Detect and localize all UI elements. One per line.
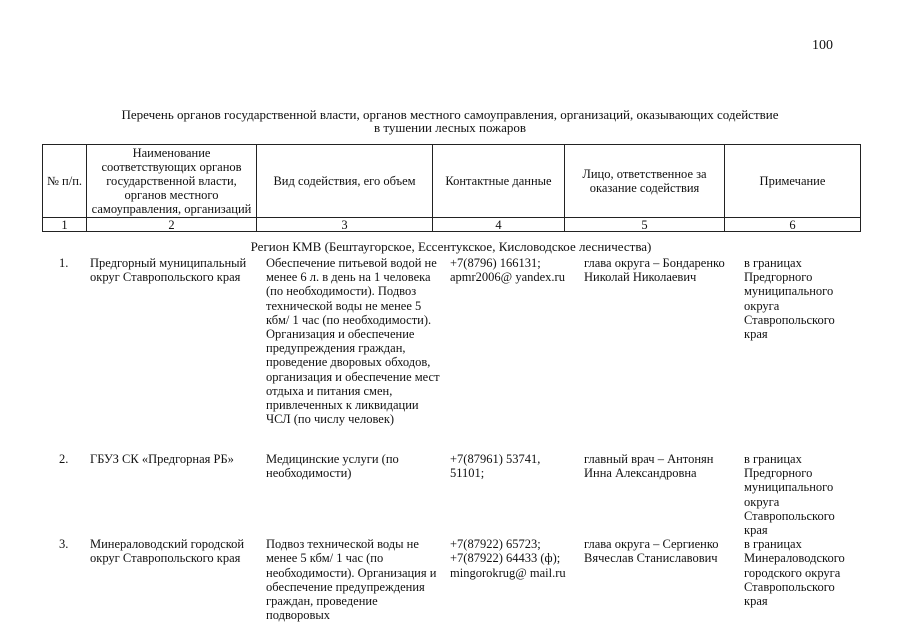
column-numbers-row	[43, 218, 861, 232]
header-responsible-person: Лицо, ответственное за оказание содействия	[565, 145, 725, 218]
note-cell: в границах Предгорного муниципального округа Ставропольского края	[744, 452, 835, 538]
organization-cell: Предгорный муниципальный округ Ставропольского края	[90, 256, 247, 285]
document-title	[40, 108, 860, 134]
region-heading: Регион КМВ (Бештаугорское, Ессентукское, Кисловодское лесничества)	[250, 239, 652, 254]
row-number: 1.	[59, 256, 69, 270]
column-number: 6	[725, 218, 861, 232]
records-table	[42, 256, 860, 622]
header-assistance: Вид содействия, его объем	[257, 145, 433, 218]
page-number: 100	[812, 38, 833, 53]
header-row	[43, 145, 861, 218]
column-number: 2	[87, 218, 257, 232]
organization-cell: ГБУЗ СК «Предгорная РБ»	[90, 452, 234, 466]
contacts-cell: +7(87961) 53741, 51101;	[450, 452, 541, 481]
header-note: Примечание	[725, 145, 861, 218]
row-number: 3.	[59, 537, 69, 552]
assistance-cell: Обеспечение питьевой водой не менее 6 л. в день на 1 человека (по необходимости). Подвоз технической воды не менее 5 кбм/ 1 час (по необходимости). Организация и обеспечение предупреждения граждан, проведение дворовых обходов, организация и обеспечение мест отдыха и питания смен, привлеченных к ликвидации ЧСЛ (по числу человек)	[266, 256, 440, 427]
note-cell: в границах Минераловодского городского округа Ставропольского края	[744, 537, 845, 609]
title-line-2: в тушении лесных пожаров	[373, 120, 527, 135]
responsible-person-cell: глава округа – Сергиенко Вячеслав Станиславович	[584, 537, 719, 566]
note-cell: в границах Предгорного муниципального округа Ставропольского края	[744, 256, 835, 342]
column-number: 1	[43, 218, 87, 232]
header-contacts: Контактные данные	[433, 145, 565, 218]
contacts-cell: +7(8796) 166131; apmr2006@ yandex.ru	[450, 256, 565, 285]
table-row	[42, 256, 860, 452]
column-number: 5	[565, 218, 725, 232]
header-number: № п/п.	[43, 145, 87, 218]
header-table	[42, 144, 861, 232]
column-number: 3	[257, 218, 433, 232]
header-organization: Наименование соответствующих органов государственной власти, органов местного самоуправления, организаций	[87, 145, 257, 218]
assistance-cell: Медицинские услуги (по необходимости)	[266, 452, 399, 481]
responsible-person-cell: глава округа – Бондаренко Николай Николаевич	[584, 256, 725, 285]
assistance-cell: Подвоз технической воды не менее 5 кбм/ 1 час (по необходимости). Организация и обеспечение предупреждения граждан, проведение подворовых	[266, 537, 437, 623]
table-row	[42, 537, 860, 622]
column-number: 4	[433, 218, 565, 232]
row-number: 2.	[59, 452, 69, 466]
contacts-cell: +7(87922) 65723; +7(87922) 64433 (ф); mingorokrug@ mail.ru	[450, 537, 566, 580]
organization-cell: Минераловодский городской округ Ставропольского края	[90, 537, 245, 566]
title-line-1: Перечень органов государственной власти, органов местного самоуправления, организаций, оказывающих содействие	[121, 107, 779, 122]
responsible-person-cell: главный врач – Антонян Инна Александровна	[584, 452, 714, 481]
table-row	[42, 452, 860, 537]
